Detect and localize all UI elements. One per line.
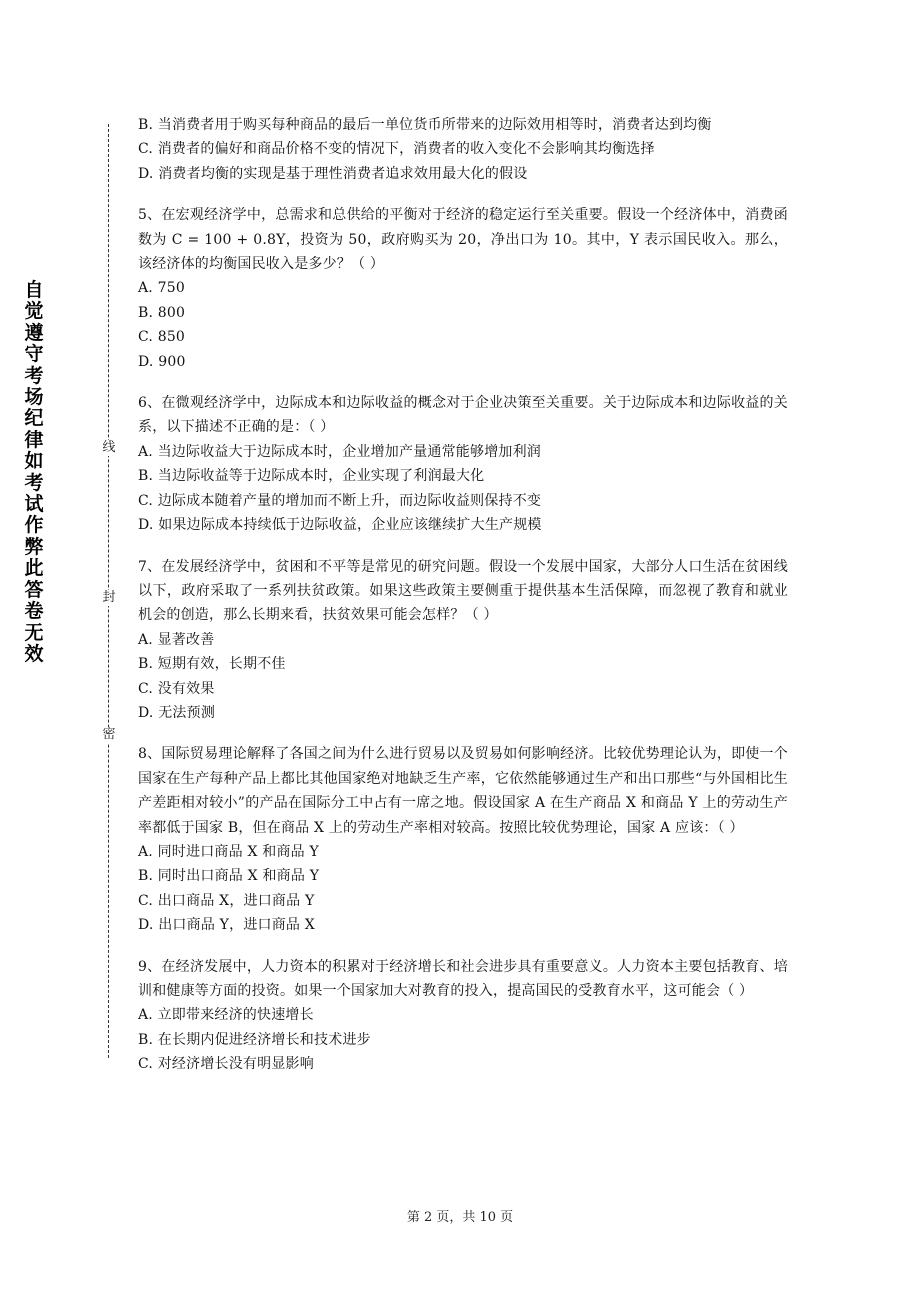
question-5-option-a: A. 750 — [138, 280, 185, 297]
question-7-option-a: A. 显著改善 — [138, 631, 215, 648]
question-6-option-c: C. 边际成本随着产量的增加而不断上升，而边际收益则保持不变 — [138, 492, 542, 509]
question-7-option-c: C. 没有效果 — [138, 680, 215, 697]
question-8-option-b: B. 同时出口商品 X 和商品 Y — [138, 868, 320, 885]
prev-option-d: D. 消费者均衡的实现是基于理性消费者追求效用最大化的假设 — [138, 165, 528, 182]
notice-char: 考 — [24, 364, 44, 387]
notice-char: 效 — [24, 642, 44, 665]
question-7-option-b: B. 短期有效，长期不佳 — [138, 656, 286, 673]
question-9-option-a: A. 立即带来经济的快速增长 — [138, 1007, 314, 1024]
notice-char: 遵 — [24, 321, 44, 344]
question-5-option-b: B. 800 — [138, 304, 186, 321]
notice-char: 如 — [24, 450, 44, 473]
question-9-option-c: C. 对经济增长没有明显影响 — [138, 1056, 314, 1073]
notice-char: 守 — [24, 343, 44, 366]
seal-mark-seal: 封 — [102, 590, 116, 605]
notice-char: 场 — [24, 386, 44, 409]
notice-char: 律 — [24, 428, 44, 451]
question-8-option-d: D. 出口商品 Y，进口商品 X — [138, 917, 315, 934]
question-8-option-a: A. 同时进口商品 X 和商品 Y — [138, 843, 319, 860]
notice-char: 考 — [24, 471, 44, 494]
prev-option-b: B. 当消费者用于购买每种商品的最后一单位货币所带来的边际效用相等时，消费者达到均衡 — [138, 117, 712, 133]
exam-discipline-notice — [20, 280, 48, 665]
question-6-option-a: A. 当边际收益大于边际成本时，企业增加产量通常能够增加利润 — [138, 443, 542, 460]
notice-char: 卷 — [24, 600, 44, 623]
notice-char: 此 — [24, 557, 44, 580]
question-6-option-d: D. 如果边际成本持续低于边际收益，企业应该继续扩大生产规模 — [138, 517, 542, 534]
seal-mark-line: 线 — [102, 440, 116, 455]
page-number-footer: 第 2 页，共 10 页 — [406, 1210, 514, 1225]
notice-char: 无 — [24, 621, 44, 644]
prev-option-c: C. 消费者的偏好和商品价格不变的情况下，消费者的收入变化不会影响其均衡选择 — [138, 141, 655, 158]
question-8-option-c: C. 出口商品 X，进口商品 Y — [138, 892, 315, 909]
question-8-stem: 8、国际贸易理论解释了各国之间为什么进行贸易以及贸易如何影响经济。比较优势理论认为，即使一个国家在生产每种产品上都比其他国家绝对地缺乏生产率，它依然能够通过生产和出口那些“与外国相比生产差距相对较小”的产品在国际分工中占有一席之地。假设国家 A 在生产商品 X 和商品 Y 上的劳动生产率都低于国家 B，但在商品 X 上的劳动生产率相对较高。按照比较优势理论，国家 A 应该：（ ） — [138, 746, 788, 836]
question-5-option-c: C. 850 — [138, 329, 186, 346]
seal-mark-secret: 密 — [102, 727, 116, 742]
question-9-stem: 9、在经济发展中，人力资本的积累对于经济增长和社会进步具有重要意义。人力资本主要包括教育、培训和健康等方面的投资。如果一个国家加大对教育的投入，提高国民的受教育水平，这可能会（ ） — [138, 958, 788, 999]
question-7-option-d: D. 无法预测 — [138, 704, 216, 721]
question-6-option-b: B. 当边际收益等于边际成本时，企业实现了利润最大化 — [138, 468, 485, 485]
notice-char: 纪 — [24, 407, 44, 430]
notice-char: 试 — [24, 493, 44, 516]
notice-char: 自 — [24, 279, 44, 301]
question-7-stem: 7、在发展经济学中，贫困和不平等是常见的研究问题。假设一个发展中国家，大部分人口生活在贫困线以下，政府采取了一系列扶贫政策。如果这些政策主要侧重于提供基本生活保障，而忽视了教育和就业机会的创造，那么长期来看，扶贫效果可能会怎样？（ ） — [138, 558, 788, 624]
notice-char: 弊 — [24, 535, 44, 558]
question-5-stem: 5、在宏观经济学中，总需求和总供给的平衡对于经济的稳定运行至关重要。假设一个经济体中，消费函数为 C = 100 + 0.8Y，投资为 50，政府购买为 20，净出口为 10。其中，Y 表示国民收入。那么，该经济体的均衡国民收入是多少？（ ） — [138, 207, 788, 273]
question-9-option-b: B. 在长期内促进经济增长和技术进步 — [138, 1031, 371, 1048]
notice-char: 作 — [24, 514, 44, 537]
question-content — [138, 113, 788, 1077]
notice-char: 答 — [24, 578, 44, 601]
question-5-option-d: D. 900 — [138, 353, 186, 370]
notice-char: 觉 — [24, 300, 44, 323]
question-6-stem: 6、在微观经济学中，边际成本和边际收益的概念对于企业决策至关重要。关于边际成本和边际收益的关系，以下描述不正确的是：（ ） — [138, 395, 788, 436]
